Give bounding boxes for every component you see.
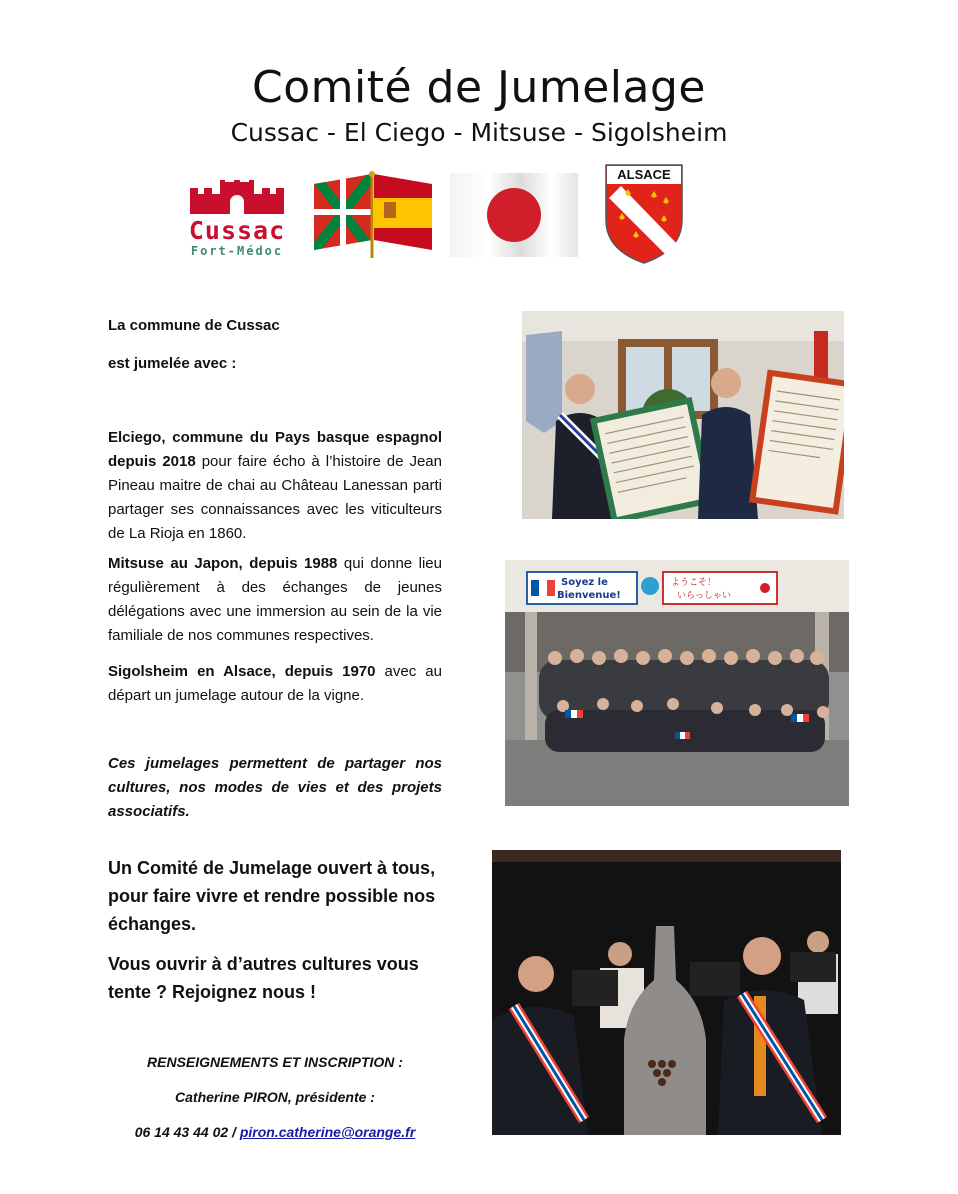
- intro-line-2: est jumelée avec :: [108, 355, 237, 372]
- partner-elciego-title: Elciego, commune du Pays basque espagnol depuis 2018: [108, 429, 442, 470]
- sign-welcome-french: Soyez le: [561, 577, 608, 588]
- photo-mayors-sculpture: [492, 850, 841, 1135]
- basque-spain-flags: [310, 170, 436, 260]
- partner-mitsuse: [108, 552, 442, 648]
- photo-group-welcome: [505, 560, 849, 806]
- partner-mitsuse-desc: qui donne lieu régulièrement à des échanges de jeunes délégations avec une immersion au sein de la vie familiale de nos communes respectives.: [108, 555, 442, 644]
- fort-icon: [176, 180, 298, 216]
- call-paragraph-1: Un Comité de Jumelage ouvert à tous, pour faire vivre et rendre possible nos échanges.: [108, 858, 436, 934]
- contact-details: [108, 1124, 442, 1140]
- alsace-coat-of-arms: [603, 162, 685, 266]
- call-paragraph-2: Vous ouvrir à d’autres cultures vous tente ? Rejoignez nous !: [108, 954, 419, 1002]
- contact-phone: 06 14 43 44 02 /: [134, 1124, 240, 1140]
- cussac-subname: Fort-Médoc: [190, 244, 284, 258]
- contact-email-link[interactable]: piron.catherine@orange.fr: [239, 1124, 416, 1140]
- cussac-logo: [176, 180, 298, 262]
- partner-mitsuse-title: Mitsuse au Japon, depuis 1988: [108, 555, 338, 572]
- partner-sigolsheim-title: Sigolsheim en Alsace, depuis 1970: [108, 663, 376, 680]
- intro-line-1: La commune de Cussac: [108, 317, 280, 334]
- partner-sigolsheim-desc: avec au départ un jumelage autour de la vigne.: [108, 663, 442, 704]
- svg-text:いらっしゃい: いらっしゃい: [677, 591, 732, 601]
- partner-elciego-desc: pour faire écho à l’histoire de Jean Pineau maitre de chai au Château Lanessan parti partager ses connaissances avec les viticulteurs de La Rioja en 1860.: [108, 453, 442, 542]
- photo-signing-ceremony: [522, 311, 844, 519]
- alsace-label: ALSACE: [617, 167, 671, 182]
- page-title: Comité de Jumelage: [251, 62, 706, 113]
- cussac-name: Cussac: [188, 216, 286, 245]
- partner-sigolsheim: [108, 660, 442, 708]
- partner-elciego: [108, 426, 442, 546]
- contact-heading: RENSEIGNEMENTS ET INSCRIPTION :: [147, 1054, 403, 1070]
- tagline: Ces jumelages permettent de partager nos cultures, nos modes de vies et des projets associatifs.: [108, 755, 442, 820]
- japan-flag: [450, 173, 578, 257]
- sign-welcome-japanese: ようこそ！: [671, 578, 717, 588]
- contact-person: Catherine PIRON, présidente :: [175, 1089, 375, 1105]
- svg-text:Bienvenue!: Bienvenue!: [557, 590, 621, 601]
- page-subtitle: Cussac - El Ciego - Mitsuse - Sigolsheim: [230, 118, 728, 147]
